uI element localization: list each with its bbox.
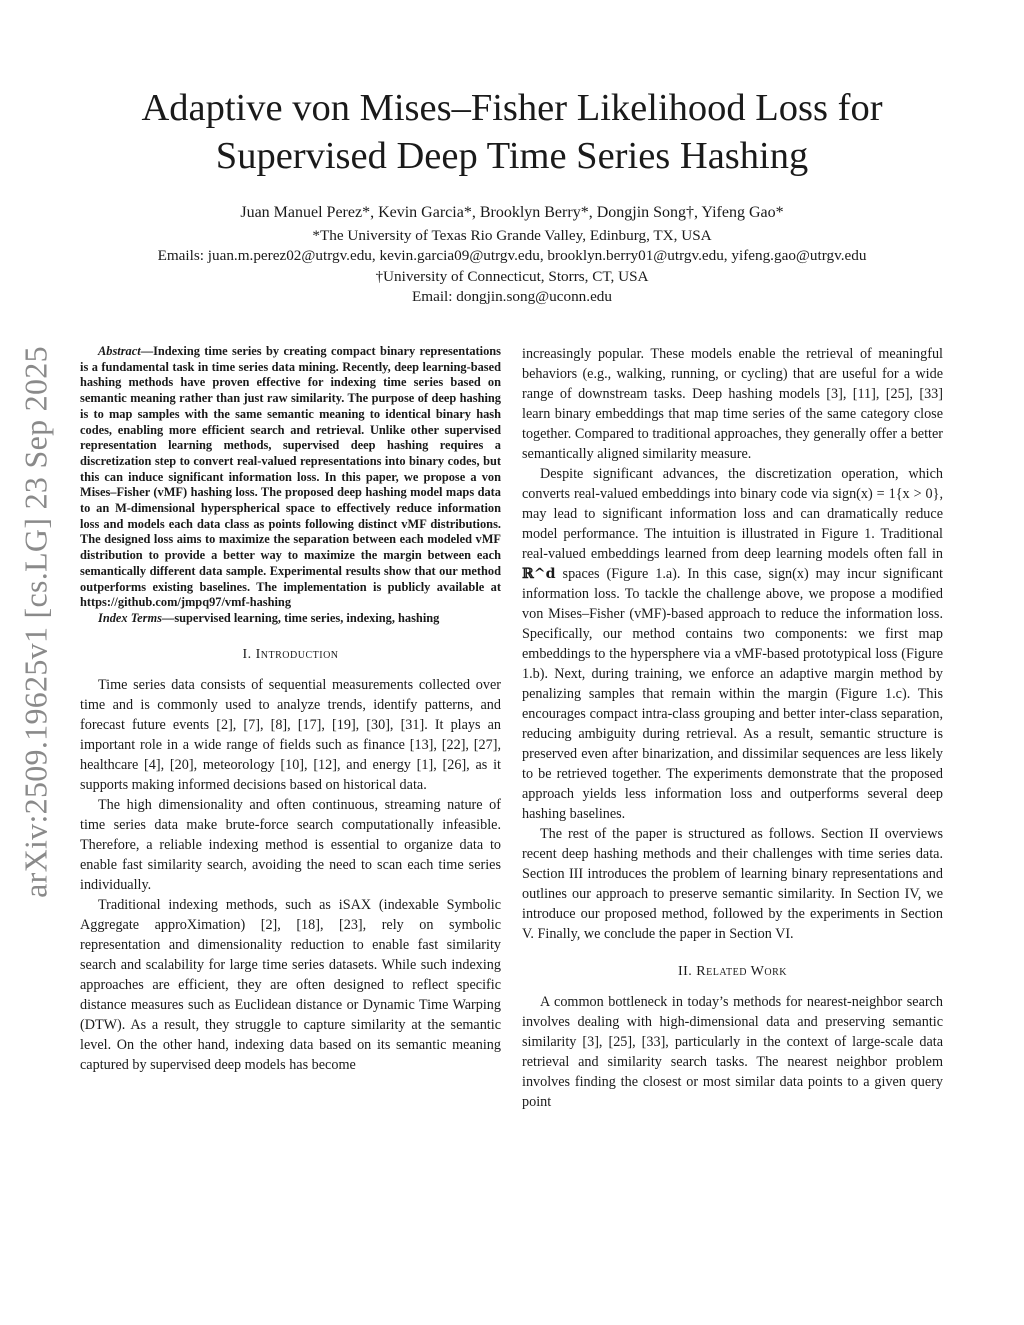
arxiv-identifier: arXiv:2509.19625v1 [cs.LG] 23 Sep 2025 xyxy=(17,346,54,898)
emails-1: Emails: juan.m.perez02@utrgv.edu, kevin.garcia09@utrgv.edu, brooklyn.berry01@utrgv.edu, yifeng.gao@utrgv.edu xyxy=(157,247,867,264)
affiliation-2: †University of Connecticut, Storrs, CT, USA xyxy=(375,267,649,285)
related-paragraph-1: A common bottleneck in today’s methods for nearest-neighbor search involves dealing with high-dimensional data and preserving semantic similarity [3], [25], [33], particularly in the context of large-scale data retrieval and similarity search tasks. The nearest neighbor problem involves finding the closest or most similar data points to a given query point xyxy=(522,994,943,1110)
abstract-lead: Abstract xyxy=(98,344,141,358)
p5-text-c: spaces (Figure 1.a). In this case, xyxy=(555,566,769,582)
affiliation-1: *The University of Texas Rio Grande Valley, Edinburg, TX, USA xyxy=(312,226,712,244)
real-space-symbol: ℝ^d xyxy=(522,566,556,582)
author-names: Juan Manuel Perez*, Kevin Garcia*, Brooklyn Berry*, Dongjin Song†, Yifeng Gao* xyxy=(240,204,784,221)
left-column xyxy=(80,344,501,1075)
intro-paragraph-4: increasingly popular. These models enable the retrieval of meaningful behaviors (e.g., walking, running, or cycling) that are useful for a wide range of downstream tasks. Deep hashing models [3], [11], [25], [33] learn binary embeddings that map time series of the same category close together. Compared to traditional approaches, they generally offer a better semantically aligned similarity measure. xyxy=(522,346,943,462)
section-heading-introduction: I. Introduction xyxy=(242,646,339,662)
p5-text-d: may incur significant information loss. To tackle the challenge above, we propose a modified von Mises–Fisher (vMF)-based approach to reduce the information loss. Specifically, our method contains two components: we first map embeddings to the hypersphere via a vMF-based prototypical loss (Figure 1.b). Next, during training, we enforce an adaptive margin method by penalizing samples that remain within the margin (Figure 1.c). This encourages compact intra-class grouping and better inter-class separation, reducing ambiguity during retrieval. As a result, semantic structure is preserved even after binarization, and dissimilar sequences are less likely to be retrieved together. The experiments demonstrate that the proposed approach yields less information loss and outperforms several deep hashing baselines. xyxy=(522,566,943,822)
index-terms xyxy=(80,611,501,627)
abstract xyxy=(80,344,501,611)
section-heading-related-work: II. Related Work xyxy=(677,964,787,979)
sign-function: sign(x) xyxy=(768,566,809,582)
abstract-text: —Indexing time series by creating compact binary representations is a fundamental task in time series data mining. Recently, deep learning-based hashing methods have proven effective for indexing time series based on semantic meaning rather than just raw similarity. The purpose of deep hashing is to map samples with the same semantic meaning to identical binary hash codes, enabling more efficient search and retrieval. Unlike other supervised representation learning methods, supervised deep hashing requires a discretization step to convert real-valued representations into binary codes, but this can induce significant information loss. In this paper, we propose a von Mises–Fisher (vMF) hashing loss. The proposed deep hashing model maps data to an M-dimensional hyperspherical space to effectively reduce information loss and models each data class as points following distinct vMF distributions. The designed loss aims to maximize the separation between each modeled vMF distribution to provide a better way to maximize the margin between each semantically different data sample. Experimental results show that our method outperforms existing baselines. The implementation is publicly available at https://github.com/jmpq97/vmf-hashing xyxy=(80,344,501,610)
p5-text-b: , may lead to significant information loss and can dramatically reduce model performance. The intuition is illustrated in Figure 1. Traditional real-valued embeddings learned from deep learning models often fall in xyxy=(522,486,943,562)
index-terms-lead: Index Terms xyxy=(98,610,162,625)
emails-2: Email: dongjin.song@uconn.edu xyxy=(411,288,612,305)
p5-text-a: Despite significant advances, the discretization operation, which converts real-valued embeddings into binary code via xyxy=(522,466,943,502)
intro-paragraph-2: The high dimensionality and often continuous, streaming nature of time series data make brute-force search computationally infeasible. Therefore, a reliable indexing method is essential to organize data to enable fast similarity search, avoiding the need to scan each time series individually. xyxy=(80,796,501,893)
intro-paragraph-1: Time series data consists of sequential measurements collected over time and is commonly used to analyze trends, identify patterns, and forecast future events [2], [7], [8], [17], [19], [30], [31]. It plays an important role in a wide range of fields such as finance [13], [22], [27], healthcare [4], [20], meteorology [10], [12], and energy [1], [26], as it supports making informed decisions based on historical data. xyxy=(80,676,501,793)
author-block xyxy=(80,203,944,308)
intro-paragraph-5 xyxy=(522,464,943,824)
intro-paragraph-6: The rest of the paper is structured as follows. Section II overviews recent deep hashing methods and their challenges with time series data. Section III introduces the problem of learning binary representations and outlines our approach to preserve semantic similarity. In Section IV, we introduce our proposed method, followed by the experiments in Section V. Finally, we conclude the paper in Section VI. xyxy=(522,826,943,942)
index-terms-text: —supervised learning, time series, indexing, hashing xyxy=(161,610,440,625)
paper-title: Adaptive von Mises–Fisher Likelihood Loss for Supervised Deep Time Series Hashing xyxy=(141,87,883,177)
intro-paragraph-3: Traditional indexing methods, such as iSAX (indexable Symbolic Aggregate approXimation) [2], [18], [23], rely on symbolic representation and dimensionality reduction to enable fast similarity search and scalability for large time series datasets. While such indexing approaches are efficient, they are often designed to reflect specific distance measures such as Euclidean distance or Dynamic Time Warping (DTW). As a result, they struggle to capture similarity at the semantic level. On the other hand, indexing data based on its semantic meaning captured by supervised deep models has become xyxy=(80,896,501,1073)
sign-formula: sign(x) = 1{x > 0} xyxy=(832,486,940,502)
right-column xyxy=(522,344,943,1112)
